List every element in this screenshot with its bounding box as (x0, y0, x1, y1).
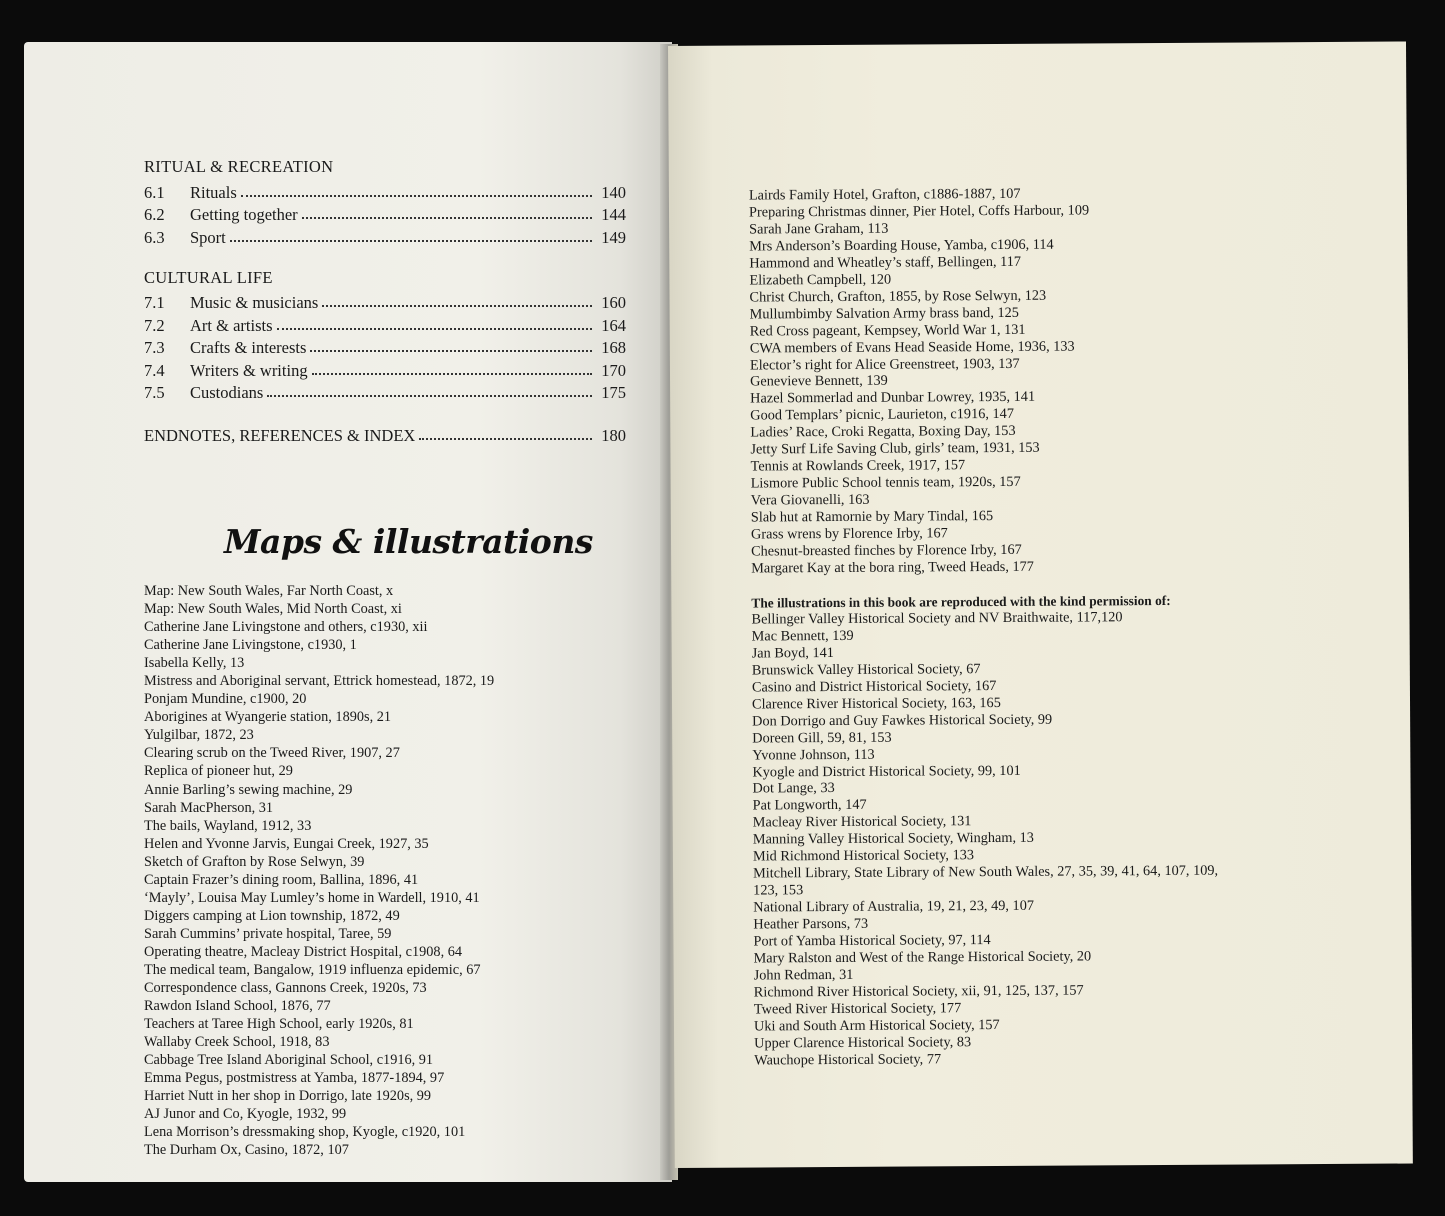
toc-entry-number: 6.3 (144, 227, 165, 247)
illustration-item: The Durham Ox, Casino, 1872, 107 (144, 1142, 349, 1159)
toc-entry-page: 144 (601, 205, 626, 224)
permission-item: Mid Richmond Historical Society, 133 (752, 847, 975, 865)
illustration-item: Red Cross pageant, Kempsey, World War 1, 131 (749, 321, 1026, 340)
toc-leader-dots (302, 217, 592, 219)
illustration-item: Catherine Jane Livingstone and others, c1930, xii (144, 619, 428, 636)
toc-leader-dots (267, 395, 592, 397)
illustration-item: Mrs Anderson’s Boarding House, Yamba, c1906, 114 (749, 236, 1054, 255)
toc-entry-number: 7.1 (144, 293, 165, 312)
toc-entry-page: 140 (601, 182, 626, 202)
toc-leader-dots (277, 328, 593, 330)
permission-item: Pat Longworth, 147 (752, 797, 867, 814)
permission-item: Manning Valley Historical Society, Wingham, 13 (752, 830, 1034, 848)
illustration-item: The medical team, Bangalow, 1919 influenza epidemic, 67 (144, 961, 481, 978)
toc-leader-dots (310, 350, 592, 352)
toc-entry-number: 7.3 (144, 338, 165, 357)
illustration-item: Rawdon Island School, 1876, 77 (144, 998, 331, 1015)
illustration-item: Elizabeth Campbell, 120 (749, 271, 892, 289)
illustrations-list-right (749, 184, 1314, 1069)
left-page (24, 42, 672, 1182)
toc-entry-page: 170 (601, 360, 626, 380)
toc-entry-label: Custodians (190, 383, 264, 402)
toc-entry-page: 160 (601, 293, 626, 312)
toc-entry (144, 225, 626, 248)
illustration-item: Elector’s right for Alice Greenstreet, 1903, 137 (749, 355, 1020, 374)
illustration-item: CWA members of Evans Head Seaside Home, 1936, 133 (749, 338, 1075, 357)
permissions-list (751, 608, 1314, 1069)
section-gap (144, 403, 626, 423)
illustration-item: Lismore Public School tennis team, 1920s, 157 (750, 474, 1021, 492)
permission-item: Casino and District Historical Society, 167 (751, 677, 997, 696)
illustration-item: Margaret Kay at the bora ring, Tweed Heads, 177 (751, 558, 1034, 577)
toc-entry (144, 203, 626, 226)
toc-leader-dots (322, 305, 592, 307)
permission-item: Jan Boyd, 141 (751, 644, 834, 662)
illustration-item: Cabbage Tree Island Aboriginal School, c1916, 91 (144, 1052, 434, 1069)
illustration-item: Captain Frazer’s dining room, Ballina, 1896, 41 (144, 871, 419, 888)
illustration-item: Slab hut at Ramornie by Mary Tindal, 165 (750, 508, 994, 526)
toc-entry-endnotes (144, 423, 626, 446)
permission-item: Wauchope Historical Society, 77 (754, 1051, 942, 1069)
permission-item: Dot Lange, 33 (752, 780, 835, 797)
toc-entry-label: Writers & writing (190, 360, 308, 380)
illustration-item: Operating theatre, Macleay District Hospital, c1908, 64 (144, 943, 463, 960)
illustration-item: Vera Giovanelli, 163 (750, 491, 870, 509)
permission-item: National Library of Australia, 19, 21, 23, 49, 107 (753, 897, 1035, 916)
toc-entry (144, 180, 626, 203)
illustration-item: Sarah MacPherson, 31 (144, 799, 274, 816)
toc-entry-number: 6.2 (144, 205, 165, 224)
permission-item: Mac Bennett, 139 (751, 627, 854, 645)
illustration-item: Map: New South Wales, Far North Coast, x (144, 583, 394, 599)
toc-leader-dots (419, 438, 592, 440)
toc-entry (144, 336, 626, 359)
illustration-item: Tennis at Rowlands Creek, 1917, 157 (750, 457, 966, 475)
illustration-item: Genevieve Bennett, 139 (750, 373, 888, 390)
illustration-item: Yulgilbar, 1872, 23 (144, 727, 254, 744)
permission-item: Port of Yamba Historical Society, 97, 114 (753, 932, 991, 950)
toc-entry-number: 7.4 (144, 360, 165, 380)
right-page (668, 41, 1413, 1167)
illustration-item: Jetty Surf Life Saving Club, girls’ team, 1931, 153 (750, 440, 1040, 458)
section-heading: CULTURAL LIFE (144, 267, 273, 287)
toc-entry (144, 313, 626, 336)
illustration-item: Mullumbimby Salvation Army brass band, 125 (749, 304, 1019, 323)
toc-entry-label: Sport (190, 227, 226, 247)
illustration-item: Ladies’ Race, Croki Regatta, Boxing Day, 153 (750, 423, 1016, 441)
toc-entry-label: Rituals (190, 182, 237, 202)
permission-item: Brunswick Valley Historical Society, 67 (751, 660, 981, 679)
permission-item: Richmond River Historical Society, xii, 91, 125, 137, 157 (753, 982, 1084, 1001)
illustration-item: Christ Church, Grafton, 1855, by Rose Selwyn, 123 (749, 287, 1047, 306)
permission-item: Upper Clarence Historical Society, 83 (754, 1033, 972, 1052)
illustration-item: The bails, Wayland, 1912, 33 (144, 817, 312, 834)
illustration-item: Clearing scrub on the Tweed River, 1907, 27 (144, 745, 400, 762)
illustration-item: Sketch of Grafton by Rose Selwyn, 39 (144, 853, 365, 870)
toc-entry-page: 168 (601, 338, 626, 357)
illustration-item: Helen and Yvonne Jarvis, Eungai Creek, 1927, 35 (144, 835, 429, 852)
permission-item: Mitchell Library, State Library of New South Wales, 27, 35, 39, 41, 64, 107, 109, 123, 153 (753, 862, 1219, 899)
illustration-item: Annie Barling’s sewing machine, 29 (144, 781, 353, 798)
toc-entry-page: 175 (601, 383, 626, 402)
toc-entry-label: ENDNOTES, REFERENCES & INDEX (144, 425, 416, 445)
toc-entry (144, 381, 626, 404)
illustration-item: Map: New South Wales, Mid North Coast, xi (144, 601, 402, 618)
maps-illustrations-title: Maps & illustrations (224, 522, 593, 561)
illustration-item: Lairds Family Hotel, Grafton, c1886-1887, 107 (748, 185, 1021, 204)
illustration-item: Lena Morrison’s dressmaking shop, Kyogle, c1920, 101 (144, 1124, 466, 1141)
illustration-item: Isabella Kelly, 13 (144, 655, 245, 672)
illustration-item: Aborigines at Wyangerie station, 1890s, 21 (144, 709, 392, 726)
illustration-item: Correspondence class, Gannons Creek, 1920s, 73 (144, 980, 427, 997)
illustration-item: Sarah Cummins’ private hospital, Taree, 59 (144, 925, 392, 942)
permission-item: Kyogle and District Historical Society, 99, 101 (752, 762, 1021, 780)
toc-entry (144, 291, 626, 314)
toc-entry-label: Crafts & interests (190, 338, 307, 357)
permission-item: Yvonne Johnson, 113 (752, 746, 875, 764)
illustration-item: Grass wrens by Florence Irby, 167 (750, 525, 948, 543)
illustration-item: Teachers at Taree High School, early 1920s, 81 (144, 1016, 414, 1033)
table-of-contents (144, 157, 626, 446)
permission-item: Don Dorrigo and Guy Fawkes Historical Society, 99 (752, 711, 1053, 730)
toc-entry-label: Art & artists (190, 315, 273, 335)
toc-entry-page: 164 (601, 315, 626, 335)
illustration-item: Sarah Jane Graham, 113 (749, 220, 889, 238)
illustration-item: Emma Pegus, postmistress at Yamba, 1877-1894, 97 (144, 1070, 445, 1087)
permission-item: Macleay River Historical Society, 131 (752, 813, 972, 831)
permission-item: Clarence River Historical Society, 163, 165 (751, 694, 1001, 713)
illustration-item: Diggers camping at Lion township, 1872, 49 (144, 907, 400, 924)
illustration-item: Chesnut-breasted finches by Florence Irby, 167 (751, 541, 1022, 560)
permission-item: Uki and South Arm Historical Society, 157 (753, 1016, 1000, 1035)
permission-item: Doreen Gill, 59, 81, 153 (752, 729, 892, 747)
toc-leader-dots (241, 195, 592, 197)
section-heading: RITUAL & RECREATION (144, 157, 334, 176)
illustration-item: Mistress and Aboriginal servant, Ettrick homestead, 1872, 19 (144, 673, 495, 690)
permission-item: Mary Ralston and West of the Range Historical Society, 20 (753, 948, 1092, 967)
toc-leader-dots (312, 373, 592, 375)
toc-entry-number: 7.2 (144, 315, 165, 335)
illustration-item: Replica of pioneer hut, 29 (144, 763, 293, 780)
illustration-item: ‘Mayly’, Louisa May Lumley’s home in Wardell, 1910, 41 (144, 889, 480, 906)
toc-entry-page: 149 (601, 227, 626, 247)
toc-entry-label: Getting together (190, 205, 298, 224)
toc-leader-dots (230, 240, 592, 242)
permission-item: Heather Parsons, 73 (753, 915, 869, 933)
toc-entry-page: 180 (601, 425, 626, 445)
permission-item: John Redman, 31 (753, 966, 854, 984)
toc-entry-number: 6.1 (144, 182, 165, 202)
illustration-item: Catherine Jane Livingstone, c1930, 1 (144, 637, 357, 654)
illustration-item: Hazel Sommerlad and Dunbar Lowrey, 1935, 141 (750, 389, 1036, 407)
illustration-item: Preparing Christmas dinner, Pier Hotel, Coffs Harbour, 109 (748, 202, 1090, 221)
toc-entry-number: 7.5 (144, 383, 165, 402)
illustration-item: AJ Junor and Co, Kyogle, 1932, 99 (144, 1106, 347, 1123)
toc-entry (144, 358, 626, 381)
section-gap (144, 248, 626, 268)
permission-heading: The illustrations in this book are reproduced with the kind permission of: (751, 592, 1171, 611)
illustration-item: Good Templars’ picnic, Laurieton, c1916, 147 (750, 406, 1015, 424)
illustration-item: Wallaby Creek School, 1918, 83 (144, 1034, 330, 1051)
permission-item: Bellinger Valley Historical Society and NV Braithwaite, 117,120 (751, 609, 1123, 628)
illustration-item: Harriet Nutt in her shop in Dorrigo, late 1920s, 99 (144, 1088, 432, 1105)
toc-entry-label: Music & musicians (190, 293, 319, 312)
illustration-item: Ponjam Mundine, c1900, 20 (144, 691, 307, 708)
permission-item: Tweed River Historical Society, 177 (753, 1000, 962, 1018)
illustrations-list-left (144, 582, 664, 1160)
illustration-item: Hammond and Wheatley’s staff, Bellingen, 117 (749, 253, 1022, 272)
